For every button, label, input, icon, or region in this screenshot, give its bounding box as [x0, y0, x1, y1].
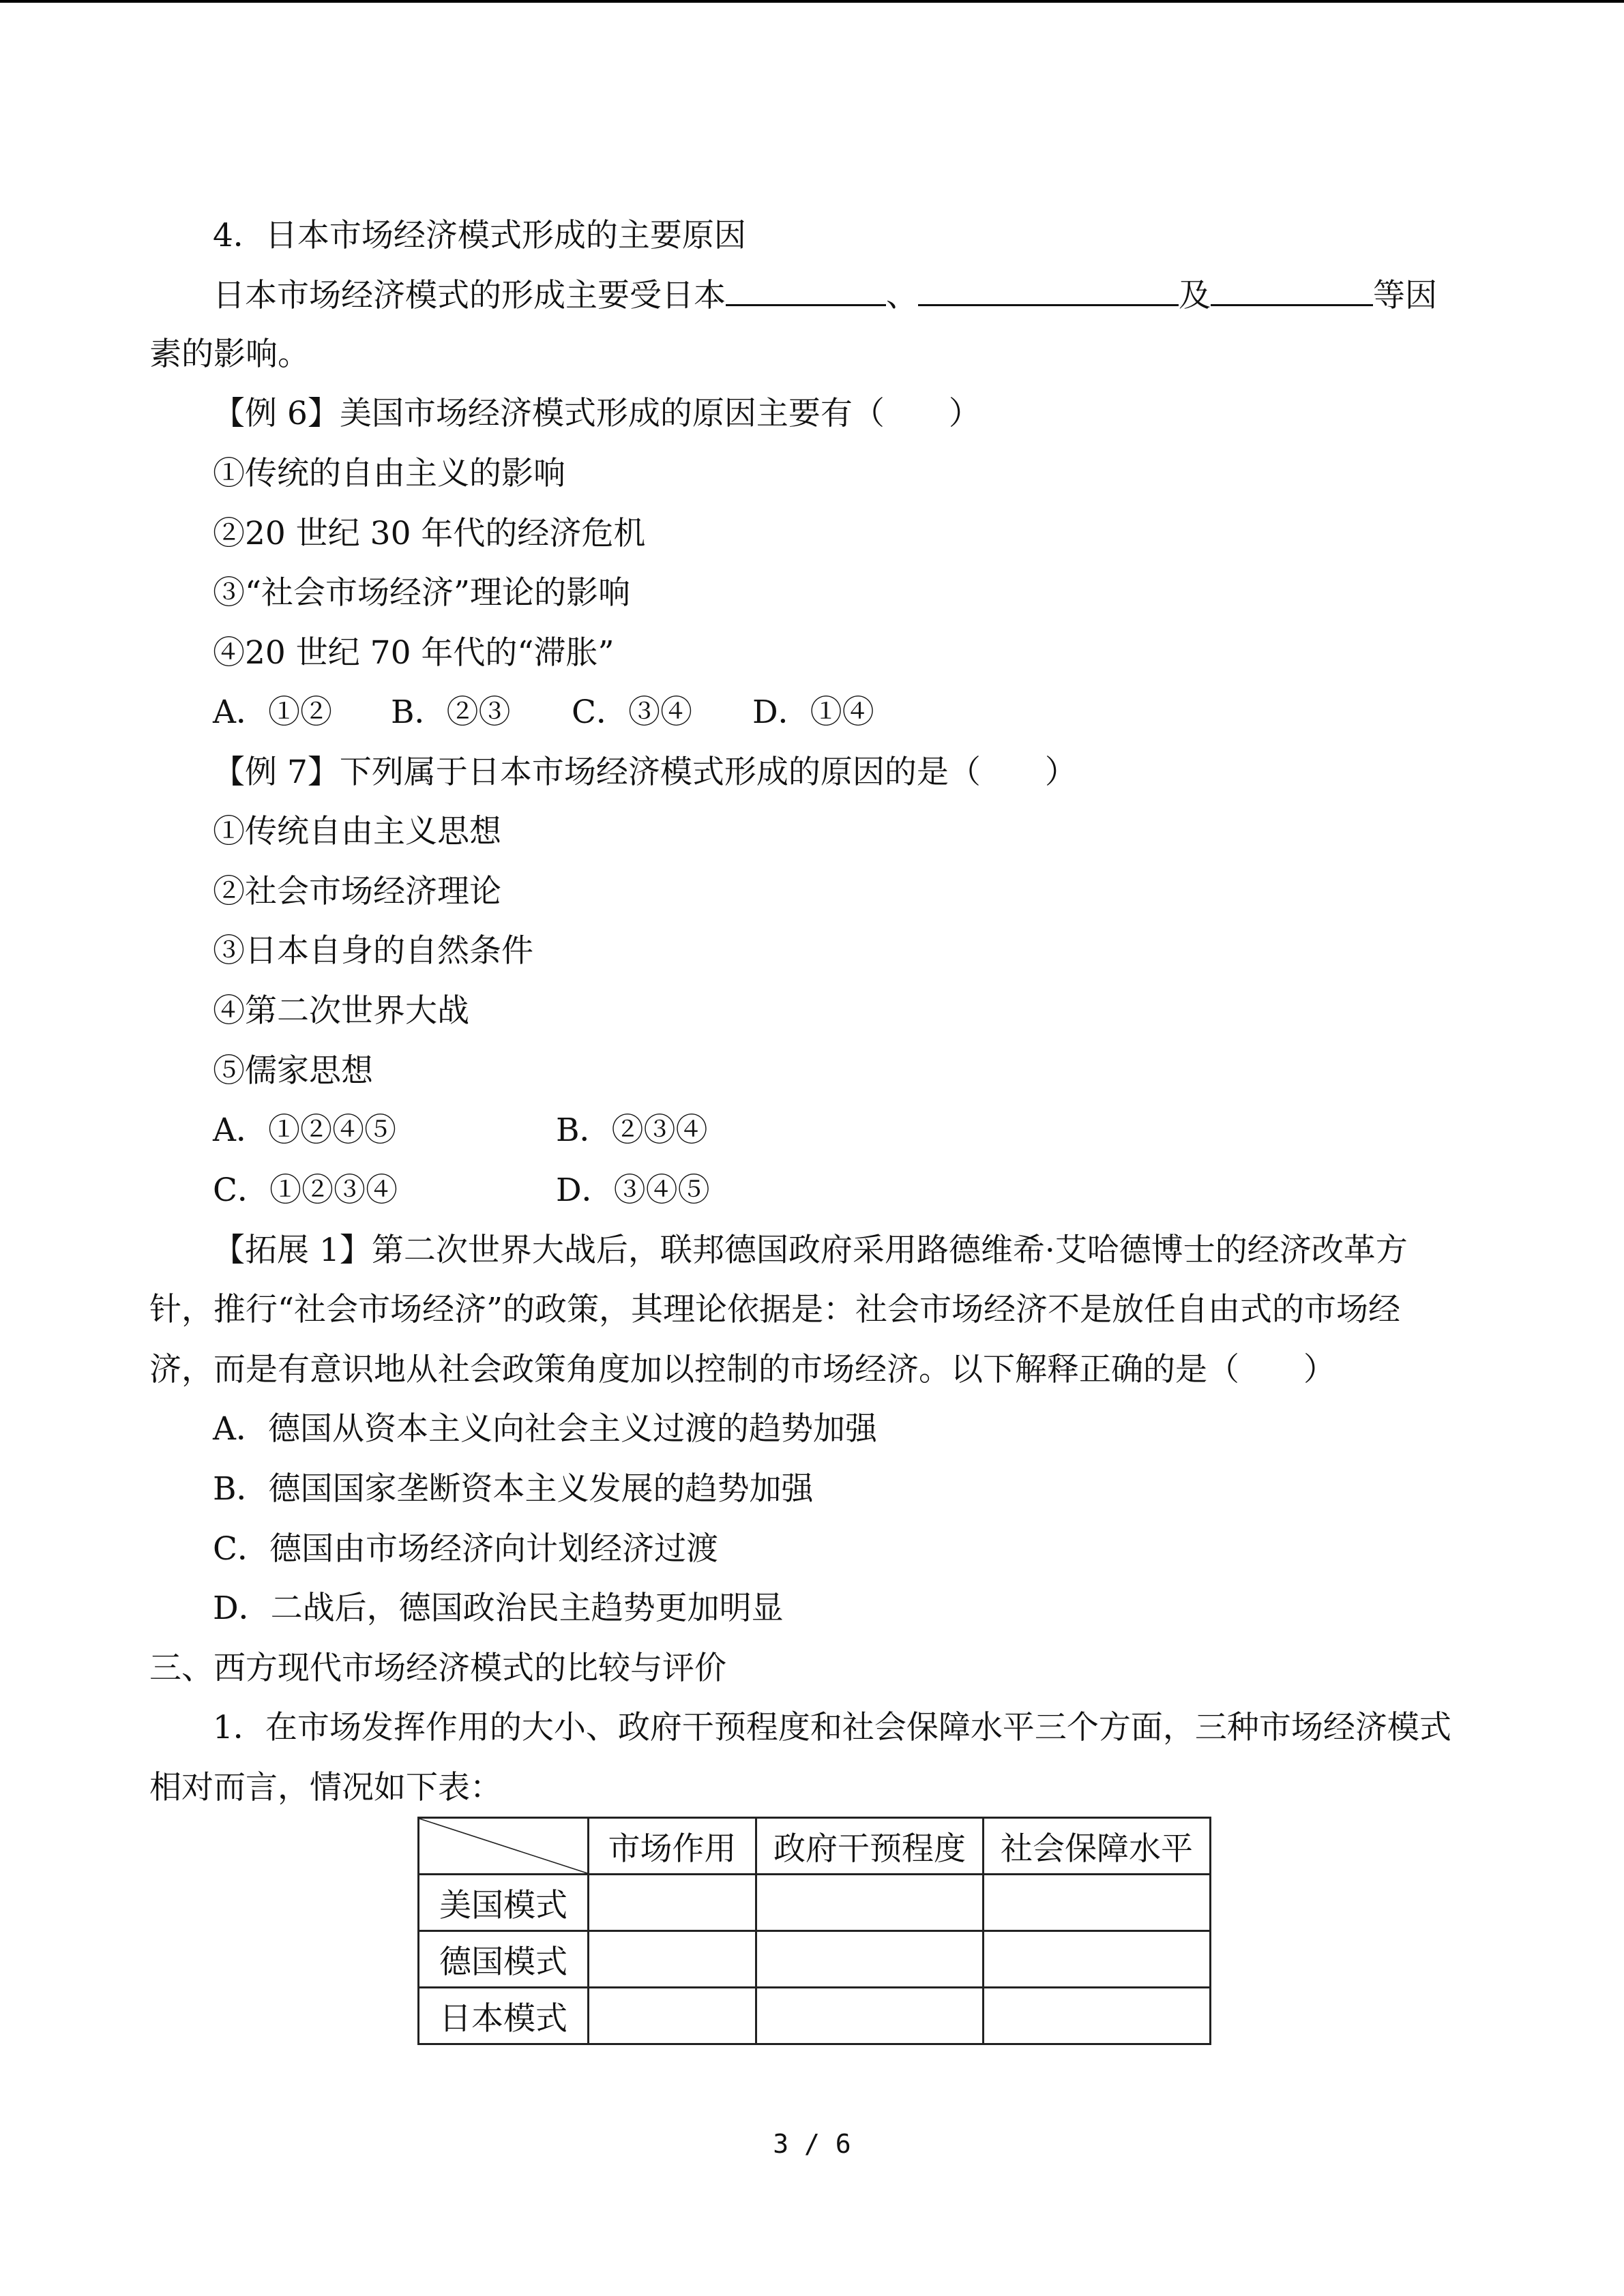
question-item: ③“社会市场经济”理论的影响: [213, 574, 631, 612]
section-heading: 4．日本市场经济模式形成的主要原因: [213, 217, 746, 254]
question-item: ①传统的自由主义的影响: [213, 455, 565, 492]
answer-option-b[interactable]: B．②③: [391, 694, 511, 731]
fill-blank-line: [213, 274, 1437, 316]
page-number: 3 / 6: [773, 2129, 851, 2159]
question-stem: 【例 6】美国市场经济模式形成的原因主要有（ ）: [213, 395, 981, 432]
answer-option-c[interactable]: C．德国由市场经济向计划经济过渡: [213, 1530, 718, 1568]
answer-option-d[interactable]: D．①④: [752, 694, 874, 731]
answer-option-d[interactable]: D．③④⑤: [556, 1172, 710, 1209]
separator: 及: [1179, 277, 1211, 314]
fill-text-continuation: 素的影响。: [149, 336, 310, 373]
answer-cell[interactable]: [756, 1875, 984, 1931]
diagonal-line-icon: [419, 1819, 587, 1873]
answer-blank-3[interactable]: [1211, 274, 1373, 306]
answer-blank-2[interactable]: [918, 274, 1179, 306]
table-row: [419, 1988, 1211, 2044]
diagonal-corner-cell: [419, 1818, 589, 1875]
answer-cell[interactable]: [984, 1988, 1211, 2044]
answer-option-a[interactable]: A．①②: [213, 694, 332, 731]
answer-option-b[interactable]: B．德国国家垄断资本主义发展的趋势加强: [213, 1470, 814, 1508]
paragraph-line: 1．在市场发挥作用的大小、政府干预程度和社会保障水平三个方面，三种市场经济模式: [213, 1709, 1451, 1746]
question-item: ②社会市场经济理论: [213, 873, 501, 910]
answer-cell[interactable]: [984, 1875, 1211, 1931]
question-item: ④20 世纪 70 年代的“滞胀”: [213, 634, 615, 672]
top-border: [0, 0, 1624, 3]
row-header: 日本模式: [419, 1988, 589, 2044]
question-stem: 【例 7】下列属于日本市场经济模式形成的原因的是（ ）: [213, 754, 1077, 791]
answer-cell[interactable]: [756, 1931, 984, 1988]
answer-option-a[interactable]: A．①②④⑤: [213, 1112, 396, 1149]
answer-option-a[interactable]: A．德国从资本主义向社会主义过渡的趋势加强: [213, 1410, 877, 1448]
table-row: [419, 1875, 1211, 1931]
row-header: 德国模式: [419, 1931, 589, 1988]
answer-option-b[interactable]: B．②③④: [556, 1112, 708, 1149]
column-header: 市场作用: [589, 1818, 756, 1875]
question-stem-line: 济，而是有意识地从社会政策角度加以控制的市场经济。以下解释正确的是（ ）: [149, 1351, 1335, 1388]
column-header: 社会保障水平: [984, 1818, 1211, 1875]
fill-text-end: 等因: [1373, 277, 1437, 314]
question-item: ③日本自身的自然条件: [213, 932, 533, 970]
table-row: [419, 1931, 1211, 1988]
answer-blank-1[interactable]: [726, 274, 886, 306]
answer-cell[interactable]: [756, 1988, 984, 2044]
question-item: ①传统自由主义思想: [213, 813, 501, 850]
question-stem-line: 针，推行“社会市场经济”的政策，其理论依据是：社会市场经济不是放任自由式的市场经: [149, 1291, 1401, 1328]
separator: 、: [886, 277, 918, 314]
column-header: 政府干预程度: [756, 1818, 984, 1875]
answer-cell[interactable]: [589, 1988, 756, 2044]
fill-text: 日本市场经济模式的形成主要受日本: [213, 277, 726, 314]
row-header: 美国模式: [419, 1875, 589, 1931]
paragraph-line: 相对而言，情况如下表：: [149, 1769, 502, 1806]
answer-option-c[interactable]: C．③④: [572, 694, 692, 731]
question-stem: 【拓展 1】第二次世界大战后，联邦德国政府采用路德维希·艾哈德博士的经济改革方: [213, 1232, 1408, 1269]
question-item: ⑤儒家思想: [213, 1052, 373, 1090]
answer-cell[interactable]: [984, 1931, 1211, 1988]
answer-cell[interactable]: [589, 1875, 756, 1931]
section-heading: 三、西方现代市场经济模式的比较与评价: [149, 1650, 726, 1687]
answer-cell[interactable]: [589, 1931, 756, 1988]
answer-option-d[interactable]: D．二战后，德国政治民主趋势更加明显: [213, 1590, 784, 1627]
question-item: ②20 世纪 30 年代的经济危机: [213, 515, 646, 552]
table-header-row: [419, 1818, 1211, 1875]
comparison-table: [417, 1817, 1211, 2045]
answer-option-c[interactable]: C．①②③④: [213, 1172, 398, 1209]
question-item: ④第二次世界大战: [213, 992, 469, 1030]
